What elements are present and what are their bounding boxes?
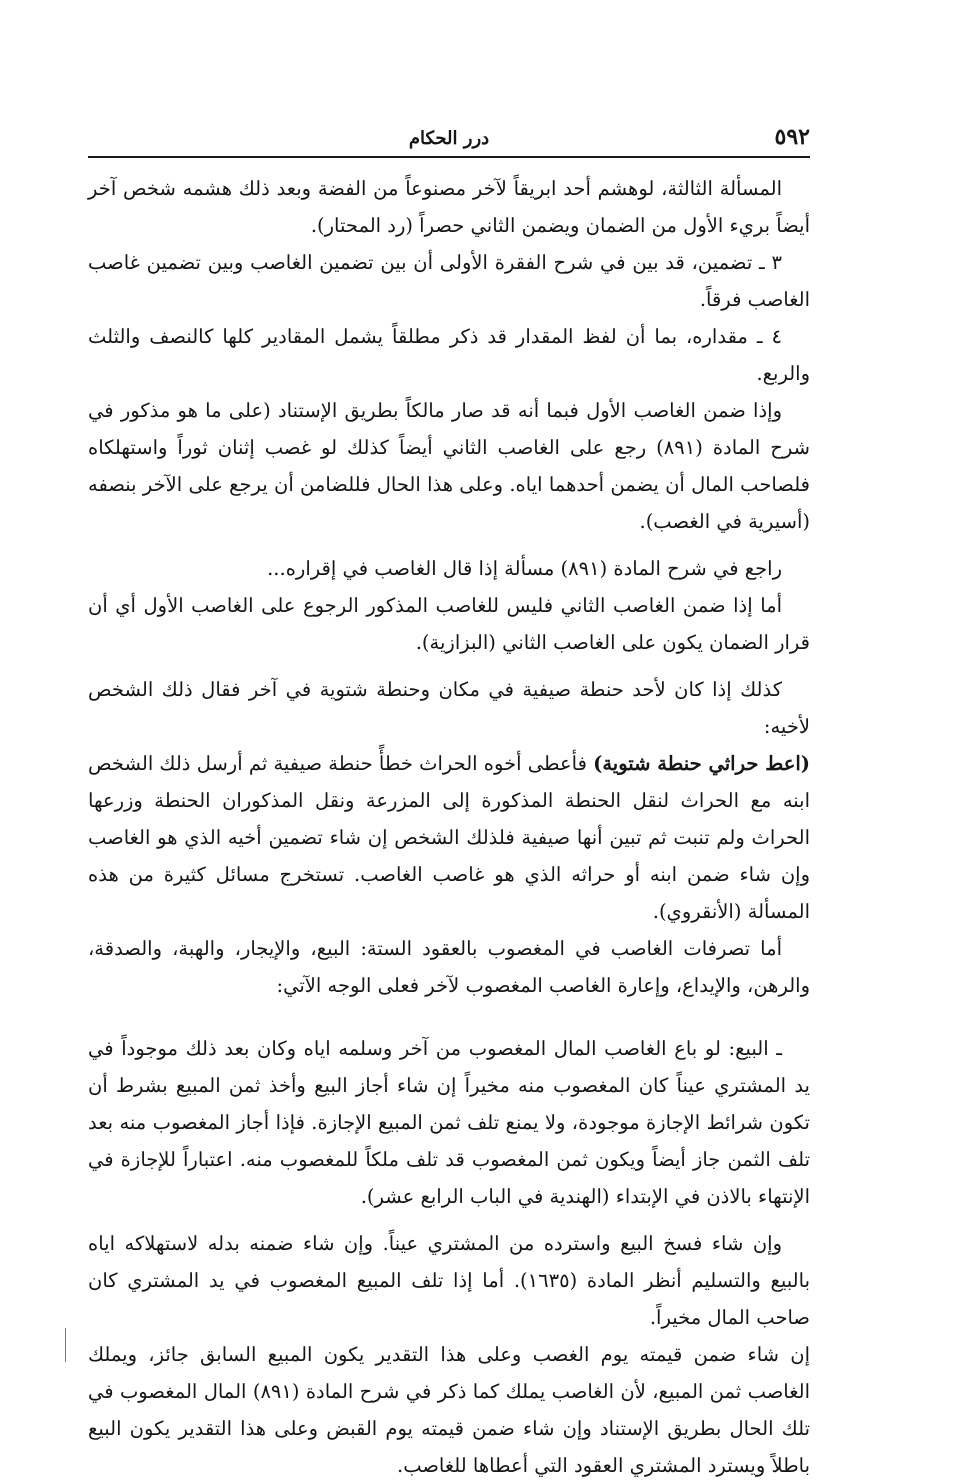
paragraph-six-contracts: أما تصرفات الغاصب في المغصوب بالعقود الستة: البيع، والإيجار، والهبة، والصدقة، والرهن، والإيداع، وإعارة الغاصب المغصوب لآخر فعلى الوجه الآتي: <box>88 937 810 997</box>
paragraph-value-liability: إن شاء ضمن قيمته يوم الغصب وعلى هذا التقدير يكون المبيع السابق جائز، ويملك الغاصب ثمن المبيع، لأن الغاصب يملك كما ذكر في شرح المادة (٨٩١) المال المغصوب في تلك الحال بطريق الإستناد وإن شاء ضمن قيمته يوم القبض وعلى هذا التقدير يكون البيع باطلاً ويسترد المشتري العقود التي أعطاها للغاصب. <box>88 1343 811 1477</box>
paragraph-first-usurper: وإذا ضمن الغاصب الأول فبما أنه قد صار مالكاً بطريق الإستناد (على ما هو مذكور في شرح المادة (٨٩١) رجع على الغاصب الثاني أيضاً كذلك لو غصب إثنان ثوراً واستهلكاه فلصاحب المال أن يضمن أحدهما اياه. وعلى هذا الحال فللضامن أن يرجع على الآخر بنصفه (أسيرية في الغصب). <box>88 399 810 533</box>
page-header <box>88 118 810 158</box>
running-title: درر الحكام <box>408 128 490 149</box>
wheat-example-quote: (اعط حراثي حنطة شتوية) <box>593 752 810 775</box>
paragraph-third-issue: المسألة الثالثة، لوهشم أحد ابريقاً لآخر مصنوعاً من الفضة وبعد ذلك هشمه شخص آخر أيضاً بريء الأول من الضمان ويضمن الثاني حصراً (رد المحتار). <box>88 177 810 237</box>
wheat-example-intro: كذلك إذا كان لأحد حنطة صيفية في مكان وحنطة شتوية في آخر فقال ذلك الشخص لأخيه: <box>88 678 810 738</box>
paragraph-sale: ـ البيع: لو باع الغاصب المال المغصوب من آخر وسلمه اياه وكان بعد ذلك موجوداً في يد المشتري عيناً كان المغصوب منه مخيراً إن شاء أجاز البيع وأخذ ثمن المبيع بشرط أن تكون شرائط الإجازة موجودة، ولا يمنع تلف ثمن المبيع الإجازة. فإذا أجاز المغصوب منه بعد تلف الثمن جاز أيضاً ويكون ثمن المغصوب قد تلف ملكاً للمغصوب منه. اعتباراً للإجازة في الإنتهاء بالاذن في الإبتداء (الهندية في الباب الرابع عشر). <box>88 1037 810 1208</box>
paragraph-second-usurper: أما إذا ضمن الغاصب الثاني فليس للغاصب المذكور الرجوع على الغاصب الأول أي أن قرار الضمان يكون على الغاصب الثاني (البزازية). <box>88 594 810 654</box>
book-page <box>88 118 811 1477</box>
paragraph-wheat-example <box>88 671 810 930</box>
wheat-example-rest: فأعطى أخوه الحراث خطأً حنطة صيفية ثم أرسل ذلك الشخص ابنه مع الحراث لنقل الحنطة المذكورة إلى المزرعة ونقل المذكوران الحنطة وزرعها الحراث ولم تنبت ثم تبين أنها صيفية فلذلك الشخص إن شاء تضمين أخيه الذي هو الغاصب وإن شاء ضمن ابنه أو حراثه الذي هو غاصب الغاصب. تستخرج مسائل كثيرة من هذه المسألة (الأنقروي). <box>88 752 810 923</box>
page-body <box>88 158 810 1484</box>
page-number: ٥٩٢ <box>774 124 810 150</box>
margin-mark <box>65 1328 66 1362</box>
paragraph-rescind-sale: وإن شاء فسخ البيع واسترده من المشتري عيناً. وإن شاء ضمنه بدله لاستهلاكه اياه بالبيع والتسليم أنظر المادة (١٦٣٥). أما إذا تلف المبيع المغصوب في يد المشتري كان صاحب المال مخيراً. <box>88 1232 810 1329</box>
paragraph-reference-891: راجع في شرح المادة (٨٩١) مسألة إذا قال الغاصب في إقراره... <box>267 557 782 580</box>
paragraph-item-4: ٤ ـ مقداره، بما أن لفظ المقدار قد ذكر مطلقاً يشمل المقادير كلها كالنصف والثلث والربع. <box>88 325 810 385</box>
paragraph-item-3: ٣ ـ تضمين، قد بين في شرح الفقرة الأولى أن بين تضمين الغاصب وبين تضمين غاصب الغاصب فرقاً. <box>88 251 810 311</box>
